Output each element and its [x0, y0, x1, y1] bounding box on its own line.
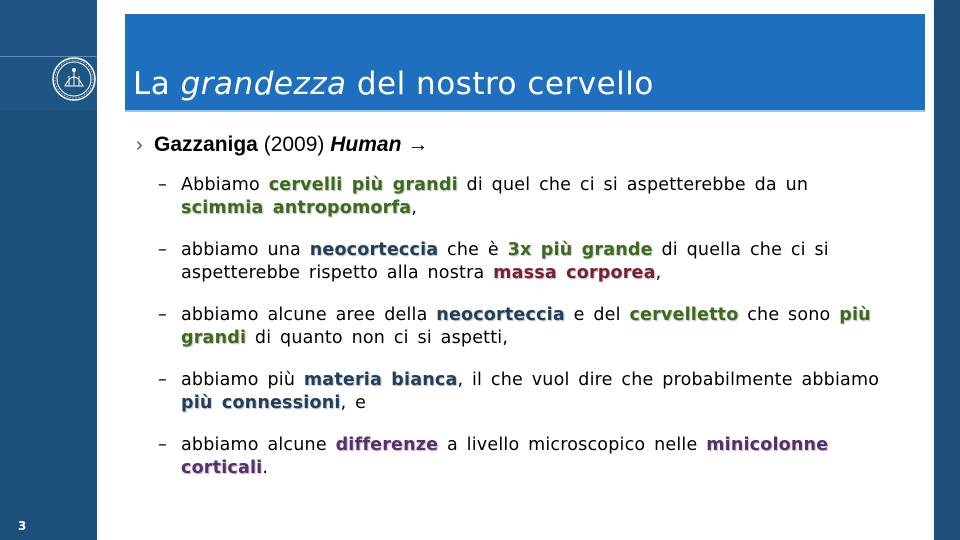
- dash-marker: –: [158, 305, 167, 325]
- page-number: 3: [18, 519, 27, 533]
- item-text: che è: [438, 240, 508, 260]
- item-text: abbiamo una: [181, 240, 310, 260]
- item-text: di quanto non ci si aspetti,: [246, 328, 509, 348]
- item-text: abbiamo più: [181, 370, 304, 390]
- dash-marker: –: [158, 370, 167, 390]
- highlight-term: differenze: [335, 435, 439, 455]
- item-text: .: [262, 458, 269, 478]
- highlight-term: 3x più grande: [507, 240, 653, 260]
- item-text: ,: [655, 263, 662, 283]
- bullet-marker: ›: [136, 134, 143, 156]
- sub-bullet-item: [128, 239, 888, 285]
- sub-bullet-list: [128, 174, 888, 480]
- title-post: del nostro cervello: [346, 66, 654, 102]
- item-text: e del: [564, 305, 630, 325]
- sub-bullet-item: [128, 369, 888, 415]
- highlight-term: più connessioni: [181, 393, 341, 413]
- item-text: che sono: [738, 305, 840, 325]
- slide-content: [128, 128, 888, 499]
- title-pre: La: [133, 66, 181, 102]
- item-text: di quella che ci si aspetterebbe rispetto alla nostra: [181, 240, 829, 283]
- highlight-term: massa corporea: [493, 263, 656, 283]
- dash-marker: –: [158, 240, 167, 260]
- item-text: abbiamo alcune: [181, 435, 336, 455]
- bullet-author: Gazzaniga: [154, 133, 258, 156]
- highlight-term: minicolonne corticali: [181, 435, 829, 478]
- item-text: , il che vuol dire che probabilmente abbiamo: [457, 370, 880, 390]
- arrow-right-icon: →: [401, 133, 429, 156]
- sub-bullet-item: [128, 304, 888, 350]
- dash-marker: –: [158, 175, 167, 195]
- item-text: Abbiamo: [181, 175, 269, 195]
- dash-marker: –: [158, 435, 167, 455]
- title-emphasis: grandezza: [180, 66, 347, 102]
- highlight-term: scimmia antropomorfa: [181, 198, 412, 218]
- main-bullet: [128, 128, 888, 162]
- item-text: a livello microscopico nelle: [438, 435, 707, 455]
- highlight-term: neocorteccia: [436, 305, 565, 325]
- right-sidebar-band: [934, 0, 960, 540]
- bullet-work: Human: [330, 133, 402, 156]
- highlight-term: materia bianca: [303, 370, 458, 390]
- item-text: abbiamo alcune aree della: [181, 305, 437, 325]
- university-seal-icon: [51, 56, 97, 102]
- highlight-term: cervelli più grandi: [268, 175, 458, 195]
- highlight-term: cervelletto: [629, 305, 739, 325]
- item-text: di quel che ci si aspetterebbe da un: [457, 175, 809, 195]
- highlight-term: più grandi: [181, 305, 871, 348]
- sub-bullet-item: [128, 174, 888, 220]
- title-band-underline: [125, 110, 925, 112]
- bullet-year: (2009): [257, 133, 331, 156]
- sub-bullet-item: [128, 434, 888, 480]
- page-title: [133, 66, 654, 102]
- item-text: ,: [411, 198, 418, 218]
- item-text: , e: [340, 393, 367, 413]
- highlight-term: neocorteccia: [309, 240, 439, 260]
